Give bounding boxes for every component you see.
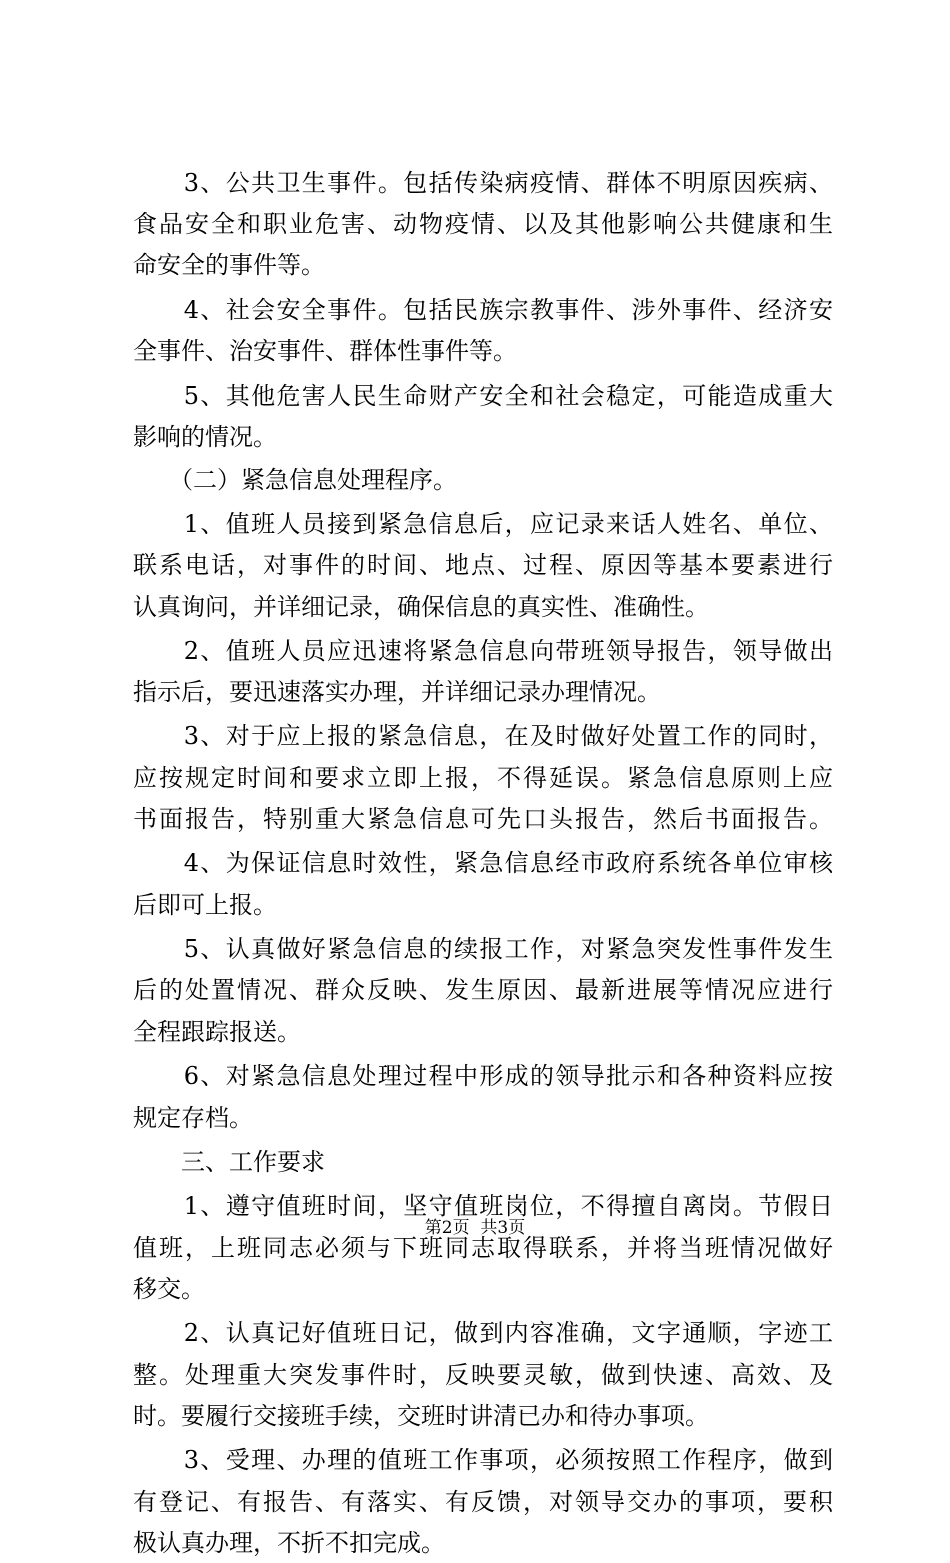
document-line: 3 、 受 理 、 办 理 的 值 班 工 作 事 项 ， 必 须 按 照 工 作 程 序 ， 做 到 — [183, 1446, 833, 1474]
document-line: 食 品 安 全 和 职 业 危 害 、 动 物 疫 情 、 以 及 其 他 影 响 公 共 健 康 和 生 — [133, 210, 833, 238]
document-line: 时。要履行交接班手续，交班时讲清已办和待办事项。 — [133, 1402, 709, 1430]
document-line: 2 、 值 班 人 员 应 迅 速 将 紧 急 信 息 向 带 班 领 导 报 告 ， 领 导 做 出 — [183, 637, 833, 665]
document-line: 4 、 为 保 证 信 息 时 效 性 ， 紧 急 信 息 经 市 政 府 系 统 各 单 位 审 核 — [183, 849, 833, 877]
document-line: 全事件、治安事件、群体性事件等。 — [133, 337, 517, 365]
document-line: 指示后，要迅速落实办理，并详细记录办理情况。 — [133, 678, 661, 706]
document-line: 极认真办理，不折不扣完成。 — [133, 1529, 445, 1557]
document-line: 后即可上报。 — [133, 891, 277, 919]
document-line: 值 班 ， 上 班 同 志 必 须 与 下 班 同 志 取 得 联 系 ， 并 将 当 班 情 况 做 好 — [133, 1234, 833, 1262]
document-line: 6 、 对 紧 急 信 息 处 理 过 程 中 形 成 的 领 导 批 示 和 各 种 资 料 应 按 — [183, 1062, 833, 1090]
document-line: 命安全的事件等。 — [133, 251, 325, 279]
document-line: 后 的 处 置 情 况 、 群 众 反 映 、 发 生 原 因 、 最 新 进 展 等 情 况 应 进 行 — [133, 976, 833, 1004]
document-line: 整 。 处 理 重 大 突 发 事 件 时 ， 反 映 要 灵 敏 ， 做 到 快 速 、 高 效 、 及 — [133, 1361, 833, 1389]
document-line: 三、工作要求 — [133, 1148, 325, 1176]
document-line: 有 登 记 、 有 报 告 、 有 落 实 、 有 反 馈 ， 对 领 导 交 办 的 事 项 ， 要 积 — [133, 1488, 833, 1516]
document-line: 联 系 电 话 ， 对 事 件 的 时 间 、 地 点 、 过 程 、 原 因 等 基 本 要 素 进 行 — [133, 551, 833, 579]
document-line: 规定存档。 — [133, 1104, 253, 1132]
document-line: 移交。 — [133, 1275, 205, 1303]
document-line: 5 、 认 真 做 好 紧 急 信 息 的 续 报 工 作 ， 对 紧 急 突 发 性 事 件 发 生 — [183, 935, 833, 963]
document-line: 2 、 认 真 记 好 值 班 日 记 ， 做 到 内 容 准 确 ， 文 字 通 顺 ， 字 迹 工 — [183, 1319, 833, 1347]
document-line: 书 面 报 告 ， 特 别 重 大 紧 急 信 息 可 先 口 头 报 告 ， 然 后 书 面 报 告 。 — [133, 805, 833, 833]
document-line: 1 、 值 班 人 员 接 到 紧 急 信 息 后 ， 应 记 录 来 话 人 姓 名 、 单 位 、 — [183, 510, 833, 538]
document-line: 应 按 规 定 时 间 和 要 求 立 即 上 报 ， 不 得 延 误 。 紧 急 信 息 原 则 上 应 — [133, 764, 833, 792]
document-line: 3 、 公 共 卫 生 事 件 。 包 括 传 染 病 疫 情 、 群 体 不 明 原 因 疾 病 、 — [183, 169, 833, 197]
document-line: 全程跟踪报送。 — [133, 1018, 301, 1046]
document-line: （二）紧急信息处理程序。 — [133, 466, 457, 494]
document-line: 影响的情况。 — [133, 423, 277, 451]
document-line: 认真询问，并详细记录，确保信息的真实性、准确性。 — [133, 593, 709, 621]
document-line: 3 、 对 于 应 上 报 的 紧 急 信 息 ， 在 及 时 做 好 处 置 工 作 的 同 时 ， — [183, 722, 833, 750]
document-line: 5 、 其 他 危 害 人 民 生 命 财 产 安 全 和 社 会 稳 定 ， 可 能 造 成 重 大 — [183, 382, 833, 410]
document-line: 1 、 遵 守 值 班 时 间 ， 坚 守 值 班 岗 位 ， 不 得 擅 自 离 岗 。 节 假 日 — [183, 1192, 833, 1220]
page-number-footer: 第2页 共3页 — [424, 1218, 526, 1238]
document-line: 4 、 社 会 安 全 事 件 。 包 括 民 族 宗 教 事 件 、 涉 外 事 件 、 经 济 安 — [183, 296, 833, 324]
